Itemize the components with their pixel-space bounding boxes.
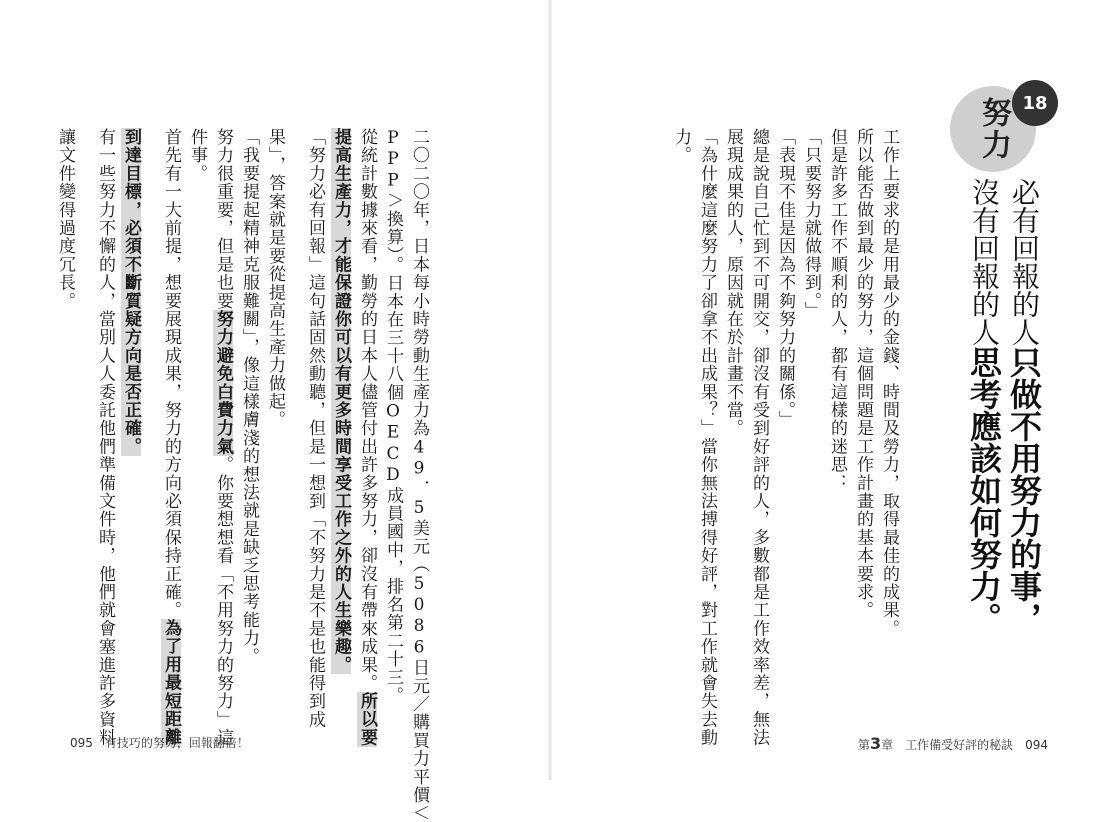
title-line-2 <box>964 178 1004 634</box>
body-text: 「努力必有回報」這句話固然動聽，但是一想到「不努力是不是也能得到成 <box>305 128 325 729</box>
body-text: 力。 <box>671 128 691 165</box>
right-page <box>550 0 1100 780</box>
section-title <box>954 178 1044 634</box>
title-line-1 <box>1004 178 1044 634</box>
text-column <box>92 128 118 747</box>
chapter-suffix: 章 工作備受好評的秘訣 094 <box>881 738 1049 752</box>
text-column <box>798 128 824 698</box>
section-number: 18 <box>1012 80 1058 126</box>
text-column <box>850 128 876 698</box>
text-column <box>720 128 746 698</box>
highlighted-text: 提高生產力，才能保證你可以有更多時間享受工作之外的人生樂趣。 <box>331 128 351 674</box>
text-column <box>406 128 432 822</box>
body-text: 所以能否做到最少的努力，這個問題是工作計畫的基本要求。 <box>853 128 873 620</box>
body-text: 首先有一大前提，想要展現成果，努力的方向必須保持正確。 <box>161 128 181 620</box>
body-text: 但是許多工作不順利的人，都有這樣的迷思： <box>827 128 847 492</box>
text-column <box>354 128 380 747</box>
body-text: 。你要想想看「不用努力的努力」這 <box>213 455 233 747</box>
right-footer <box>858 734 1048 753</box>
body-text: PPP＞換算）。日本在三十八個OECD成員國中，排名第二十三。 <box>383 128 403 705</box>
body-text: 努力很重要，但是也要 <box>213 128 233 310</box>
body-text: 展現成果的人，原因就在於計畫不當。 <box>723 128 743 438</box>
body-text: 總是說自己忙到不可開交，卻沒有受到好評的人，多數都是工作效率差，無法 <box>749 128 769 747</box>
text-column <box>158 128 184 747</box>
body-text: 件事。 <box>187 128 207 183</box>
body-text: 工作上要求的是用最少的金錢、時間及勞力，取得最佳的成果。 <box>879 128 899 638</box>
text-column <box>184 128 210 698</box>
text-column <box>210 128 236 747</box>
highlighted-text: 努力避免白費力氣 <box>213 310 233 456</box>
text-column <box>746 128 772 747</box>
highlighted-text: 為了用最短距離 <box>161 619 181 747</box>
text-column <box>236 128 262 698</box>
text-column <box>772 128 798 698</box>
title-line-1-normal: 必有回報的人 <box>1008 178 1041 346</box>
right-body-text <box>652 128 902 747</box>
section-label: 努力 <box>950 86 1036 172</box>
title-line-1-bold: 只做不用努力的事， <box>1005 346 1043 634</box>
text-column <box>262 128 288 698</box>
text-column <box>824 128 850 698</box>
text-column <box>302 128 328 729</box>
body-text: 「我要提起精神克服難關」，像這樣膚淺的想法就是缺乏思考能力。 <box>239 128 259 666</box>
text-column <box>52 128 78 698</box>
left-footer: 095 有技巧的努力，回報翻倍！ <box>70 736 249 750</box>
text-column <box>876 128 902 698</box>
highlighted-text: 所以要 <box>357 692 377 747</box>
body-text: 「為什麼這麼努力了卻拿不出成果？」當你無法搏得好評，對工作就會失去動 <box>697 128 717 747</box>
body-text: 從統計數據來看，勤勞的日本人儘管付出許多努力，卻沒有帶來成果。 <box>357 128 377 693</box>
text-column <box>380 128 406 705</box>
highlighted-text: 到達目標，必須不斷質疑方向是否正確。 <box>121 128 141 456</box>
text-column <box>118 128 144 698</box>
body-text: 「表現不佳是因為不夠努力的關係。」 <box>775 128 795 429</box>
chapter-number: 3 <box>870 734 882 753</box>
body-text: 果」，答案就是要從提高生產力做起。 <box>265 128 285 429</box>
body-text: 有一些努力不懈的人，當別人人委託他們準備文件時，他們就會塞進許多資料 <box>95 128 115 747</box>
text-column <box>328 128 354 698</box>
body-text: 讓文件變得過度冗長。 <box>55 128 75 310</box>
title-line-2-bold: 思考應該如何努力。 <box>965 346 1003 634</box>
text-column <box>668 128 694 698</box>
text-column <box>694 128 720 747</box>
chapter-prefix: 第 <box>858 738 871 752</box>
body-text: 「只要努力就做得到。」 <box>801 128 821 320</box>
title-line-2-normal: 沒有回報的人 <box>968 178 1001 346</box>
body-text: 二〇二〇年，日本每小時勞動生產力為49．5美元（5086日元／購買力平價＜ <box>409 128 429 822</box>
